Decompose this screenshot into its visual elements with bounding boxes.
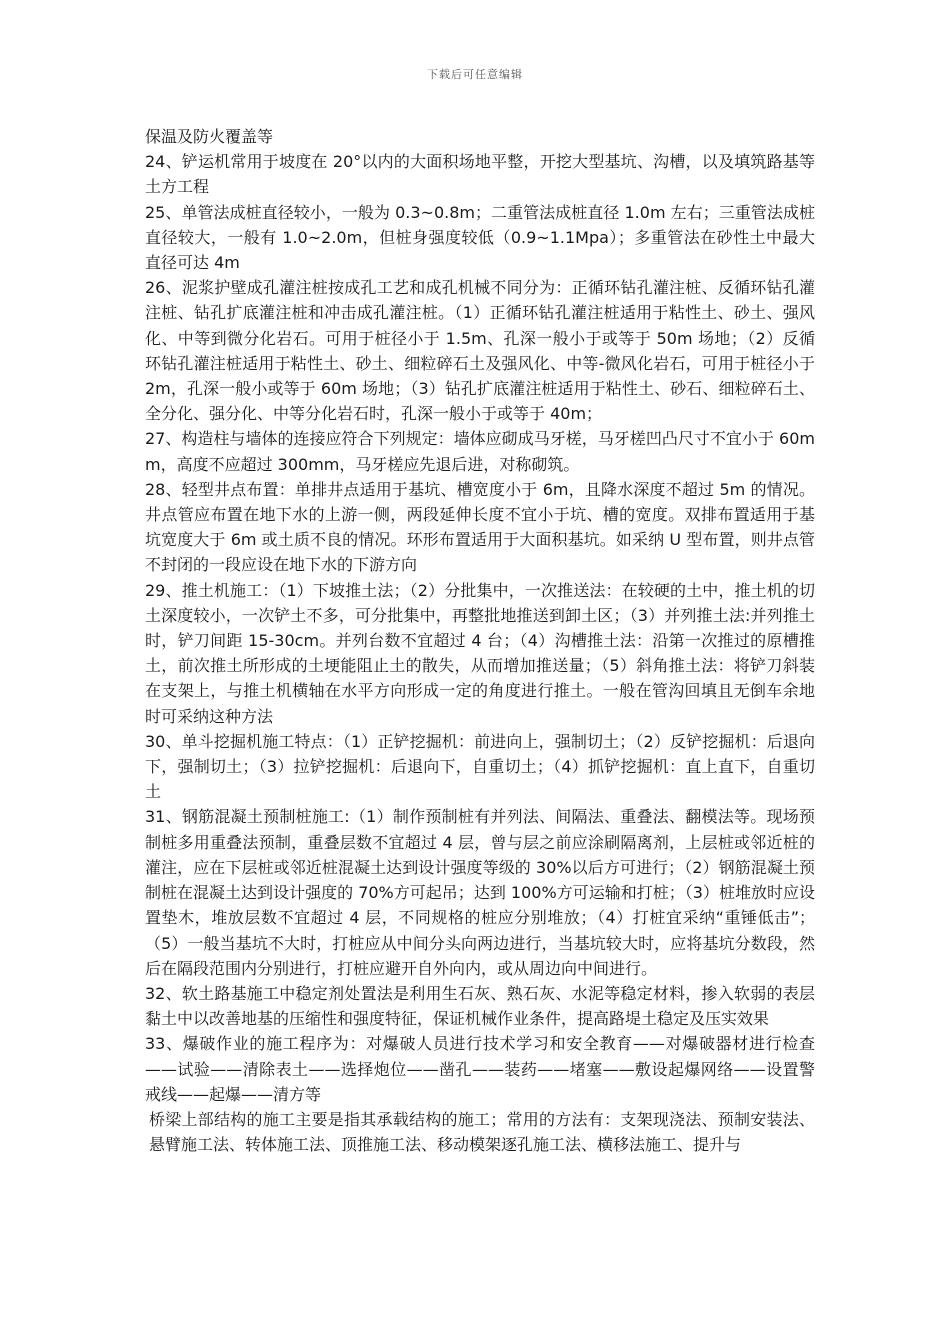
- paragraph-intro-fragment: 保温及防火覆盖等: [145, 127, 274, 146]
- paragraph-25: 25、单管法成桩直径较小，一般为 0.3~0.8m；二重管法成桩直径 1.0m 左右；三重管法成桩直径较大，一般有 1.0~2.0m，但桩身强度较低（0.9~1.1Mpa）；多重管法在砂性土中最大直径可达 4m: [145, 202, 815, 273]
- paragraph-31: 31、钢筋混凝土预制桩施工:（1）制作预制桩有并列法、间隔法、重叠法、翻模法等。现场预制桩多用重叠法预制，重叠层数不宜超过 4 层，曾与层之前应涂刷隔离剂，上层桩或邻近桩的灌注，应在下层桩或邻近桩混凝土达到设计强度等级的 30%以后方可进行；（2）钢筋混凝土预制桩在混凝土达到设计强度的 70%方可起吊；达到 100%方可运输和打桩；（3）桩堆放时应设置垫木，堆放层数不宜超过 4 层，不同规格的桩应分别堆放；（4）打桩宜采纳“重锤低击”；（5）一般当基坑不大时，打桩应从中间分头向两边进行，当基坑较大时，应将基坑分数段，然后在隔段范围内分别进行，打桩应避开自外向内，或从周边向中间进行。: [145, 807, 815, 978]
- paragraph-24: 24、铲运机常用于坡度在 20°以内的大面积场地平整，开挖大型基坑、沟槽，以及填筑路基等土方工程: [145, 152, 815, 197]
- paragraph-30: 30、单斗挖掘机施工特点：（1）正铲挖掘机：前进向上，强制切土；（2）反铲挖掘机：后退向下，强制切土；（3）拉铲挖掘机：后退向下，自重切土；（4）抓铲挖掘机：直上直下，自重切土: [145, 731, 815, 802]
- paragraph-28: 28、轻型井点布置：单排井点适用于基坑、槽宽度小于 6m，且降水深度不超过 5m 的情况。井点管应布置在地下水的上游一侧，两段延伸长度不宜小于坑、槽的宽度。双排布置适用于基坑宽度大于 6m 或土质不良的情况。环形布置适用于大面积基坑。如采纳 U 型布置，则井点管不封闭的一段应设在地下水的下游方向: [145, 479, 815, 575]
- paragraph-27: 27、构造柱与墙体的连接应符合下列规定：墙体应砌成马牙槎，马牙槎凹凸尺寸不宜小于 60mm，高度不应超过 300mm，马牙槎应先退后进，对称砌筑。: [145, 429, 815, 474]
- paragraph-33: 33、爆破作业的施工程序为：对爆破人员进行技术学习和安全教育——对爆破器材进行检查——试验——清除表土——选择炮位——凿孔——装药——堵塞——敷设起爆网络——设置警戒线——起爆——清方等: [145, 1034, 815, 1104]
- paragraph-29: 29、推土机施工：（1）下坡推土法；（2）分批集中，一次推送法：在较硬的土中，推土机的切土深度较小，一次铲土不多，可分批集中，再整批地推送到卸土区；（3）并列推土法:并列推土时，铲刀间距 15-30cm。并列台数不宜超过 4 台；（4）沟槽推土法：沿第一次推过的原槽推土，前次推土所形成的土埂能阻止土的散失，从而增加推送量；（5）斜角推土法：将铲刀斜装在支架上，与推土机横轴在水平方向形成一定的角度进行推土。一般在管沟回填且无倒车余地时可采纳这种方法: [145, 580, 815, 726]
- page-header: 下载后可任意编辑: [427, 68, 523, 81]
- document-body: [145, 124, 815, 1157]
- paragraph-bridge-superstructure: 桥梁上部结构的施工主要是指其承载结构的施工；常用的方法有：支架现浇法、预制安装法、悬臂施工法、转体施工法、顶推施工法、移动模架逐孔施工法、横移法施工、提升与: [149, 1109, 815, 1155]
- paragraph-26: 26、泥浆护壁成孔灌注桩按成孔工艺和成孔机械不同分为：正循环钻孔灌注桩、反循环钻孔灌注桩、钻孔扩底灌注桩和冲击成孔灌注桩。（1）正循环钻孔灌注桩适用于粘性土、砂土、强风化、中等到微分化岩石。可用于桩径小于 1.5m、孔深一般小于或等于 50m 场地；（2）反循环钻孔灌注桩适用于粘性土、砂土、细粒碎石土及强风化、中等-微风化岩石，可用于桩径小于 2m，孔深一般小或等于 60m 场地；（3）钻孔扩底灌注桩适用于粘性土、砂石、细粒碎石土、全分化、强分化、中等分化岩石时，孔深一般小于或等于 40m；: [145, 278, 815, 424]
- paragraph-32: 32、软土路基施工中稳定剂处置法是利用生石灰、熟石灰、水泥等稳定材料，掺入软弱的表层黏土中以改善地基的压缩性和强度特征，保证机械作业条件，提高路堤土稳定及压实效果: [145, 983, 815, 1029]
